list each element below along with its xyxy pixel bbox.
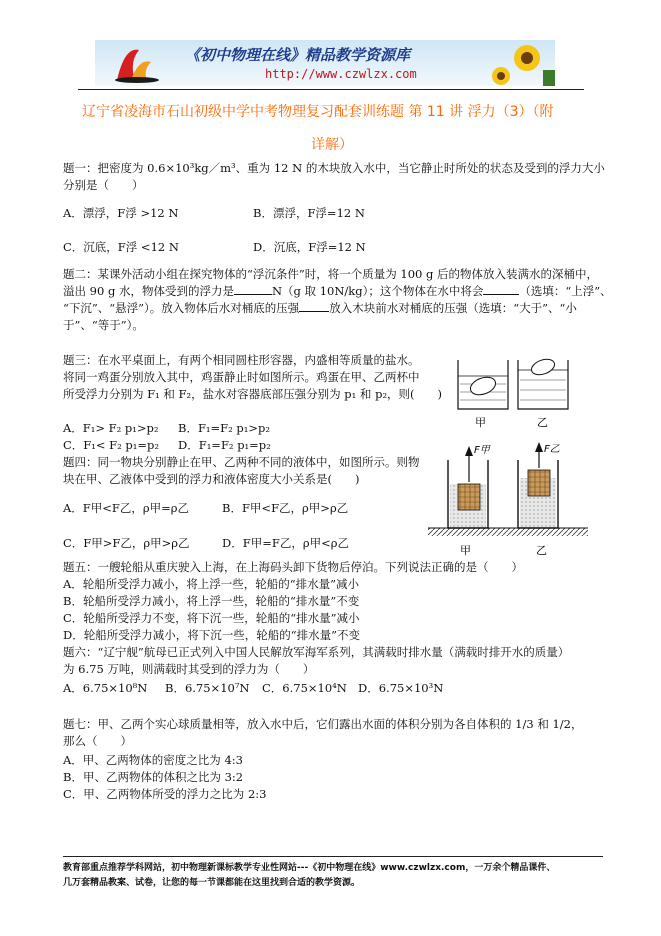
q7-line-2: 那么（ ） — [63, 734, 132, 748]
title-line-2: 详解） — [311, 137, 353, 153]
q2-line-2-part-c: （选填：“上浮”、 — [519, 284, 612, 298]
q1-option-c: C．沉底，F浮 <12 N — [63, 240, 179, 254]
header-banner — [95, 40, 555, 86]
q5-option-a: A．轮船所受浮力减小，将上浮一些，轮船的“排水量”减小 — [63, 577, 360, 591]
q4-figure-beakers — [428, 440, 588, 560]
q5-line-1: 题五：一艘轮船从重庆驶入上海，在上海码头卸下货物后停泊。下列说法正确的是（ ） — [63, 560, 523, 574]
q7-option-c: C．甲、乙两物体所受的浮力之比为 2:3 — [63, 787, 267, 801]
q3-beaker-yi — [518, 356, 568, 409]
q2-line-2-part-a: 溢出 90 g 水，物体受到的浮力是 — [63, 284, 234, 298]
q3-option-d: D．F₁=F₂ p₁=p₂ — [178, 438, 271, 452]
q5-option-b: B．轮船所受浮力减小，将上浮一些，轮船的“排水量”不变 — [63, 594, 360, 608]
q2-line-3-part-a: “下沉”、“悬浮”）。放入物体后水对桶底的压强 — [63, 301, 300, 315]
q4-force-jia: F甲 — [474, 445, 490, 456]
title-line-1: 辽宁省凌海市石山初级中学中考物理复习配套训练题 第 11 讲 浮力（3）（附 — [82, 104, 554, 120]
q3-line-1: 题三：在水平桌面上，有两个相同圆柱形容器，内盛相等质量的盐水。 — [63, 353, 420, 367]
q2-line-3 — [63, 300, 577, 316]
q4-label-yi: 乙 — [536, 544, 547, 557]
q4-option-c: C．F甲>F乙，ρ甲>ρ乙 — [63, 536, 190, 550]
q3-line-2: 将同一鸡蛋分别放入其中，鸡蛋静止时如图所示。鸡蛋在甲、乙两杯中 — [63, 370, 420, 384]
q3-egg-jia — [468, 374, 498, 398]
q2-line-2-part-b: N（g 取 10N/kg）；这个物体在水中将会 — [271, 284, 484, 298]
page-footer — [63, 861, 603, 891]
q3-egg-yi — [529, 356, 556, 377]
q7-line-1: 题七：甲、乙两个实心球质量相等，放入水中后，它们露出水面的体积分别为各自体积的 1/3 和 1/2， — [63, 717, 583, 731]
q7-option-a: A．甲、乙两物体的密度之比为 4:3 — [63, 753, 243, 767]
q1-option-d: D．沉底，F浮=12 N — [253, 240, 366, 254]
footer-line-1: 教育部重点推荐学科网站，初中物理新课标教学专业性网站---《初中物理在线》www.czwlzx.com，一万余个精品课件、 — [63, 863, 556, 873]
q4-line-2: 块在甲、乙液体中受到的浮力和液体密度大小关系是( ) — [63, 472, 360, 486]
q4-beaker-jia — [448, 446, 488, 528]
q2-line-1: 题二：某课外活动小组在探究物体的“浮沉条件”时，将一个质量为 100 g 后的物体放入装满水的深桶中， — [63, 267, 599, 281]
footer-rule — [63, 856, 603, 857]
q1-option-a: A．漂浮，F浮 >12 N — [63, 206, 179, 220]
q2-blank-1 — [234, 283, 272, 295]
q4-option-d: D．F甲=F乙，ρ甲<ρ乙 — [222, 536, 349, 550]
q4-line-1: 题四：同一物块分别静止在甲、乙两种不同的液体中，如图所示。则物 — [63, 455, 420, 469]
q3-figure-beakers — [450, 354, 580, 434]
q4-option-b: B．F甲<F乙，ρ甲>ρ乙 — [222, 501, 349, 515]
q2-blank-3 — [299, 300, 329, 312]
q3-label-yi: 乙 — [537, 416, 548, 429]
q6-line-2: 为 6.75 万吨，则满载时其受到的浮力为（ ） — [63, 662, 315, 676]
q4-option-a: A．F甲<F乙，ρ甲=ρ乙 — [63, 501, 190, 515]
q3-option-c: C．F₁< F₂ p₁=p₂ — [63, 438, 160, 452]
q4-block-jia — [458, 484, 480, 510]
banner-url: http://www.czwlzx.com — [265, 67, 417, 81]
q2-line-4: 于”、“等于”）。 — [63, 318, 144, 332]
q6-option-d: D．6.75×10³N — [358, 681, 444, 695]
q6-option-b: B．6.75×10⁷N — [165, 681, 250, 695]
q3-beaker-jia — [458, 360, 508, 409]
q3-option-a: A．F₁> F₂ p₁>p₂ — [63, 421, 159, 435]
q6-line-1: 题六：“辽宁舰”航母已正式列入中国人民解放军海军系列，其满载时排水量（满载时排开水的质量） — [63, 645, 570, 659]
footer-line-2: 几万套精品教案、试卷，让您的每一节课都能在这里找到合适的教学资源。 — [63, 878, 361, 888]
q4-block-yi — [528, 470, 550, 496]
q5-option-d: D．轮船所受浮力减小，将下沉一些，轮船的“排水量”不变 — [63, 628, 360, 642]
q3-option-b: B．F₁=F₂ p₁>p₂ — [178, 421, 270, 435]
banner-title: 《初中物理在线》精品教学资源库 — [185, 46, 411, 64]
q2-line-3-part-b: 放入木块前水对桶底的压强（选填：“大于”、“小 — [329, 301, 577, 315]
header-rule — [78, 89, 584, 90]
q2-blank-2 — [483, 283, 519, 295]
q3-line-3: 所受浮力分别为 F₁ 和 F₂，盐水对容器底部压强分别为 p₁ 和 p₂，则( ) — [63, 387, 443, 401]
q4-force-yi: F乙 — [544, 444, 560, 455]
q4-label-jia: 甲 — [460, 544, 471, 557]
q7-option-b: B．甲、乙两物体的体积之比为 3:2 — [63, 770, 244, 784]
q1-line-2: 分别是（ ） — [63, 178, 144, 192]
q2-line-2 — [63, 283, 612, 299]
q5-option-c: C．轮船所受浮力不变，将下沉一些，轮船的“排水量”减小 — [63, 611, 360, 625]
q6-option-a: A．6.75×10⁸N — [63, 681, 148, 695]
q1-line-1: 题一：把密度为 0.6×10³kg／m³、重为 12 N 的木块放入水中，当它静止时所处的状态及受到的浮力大小 — [63, 161, 605, 175]
q3-label-jia: 甲 — [475, 416, 486, 429]
q1-option-b: B．漂浮，F浮=12 N — [253, 206, 365, 220]
q6-option-c: C．6.75×10⁴N — [262, 681, 347, 695]
page-title — [82, 96, 582, 162]
